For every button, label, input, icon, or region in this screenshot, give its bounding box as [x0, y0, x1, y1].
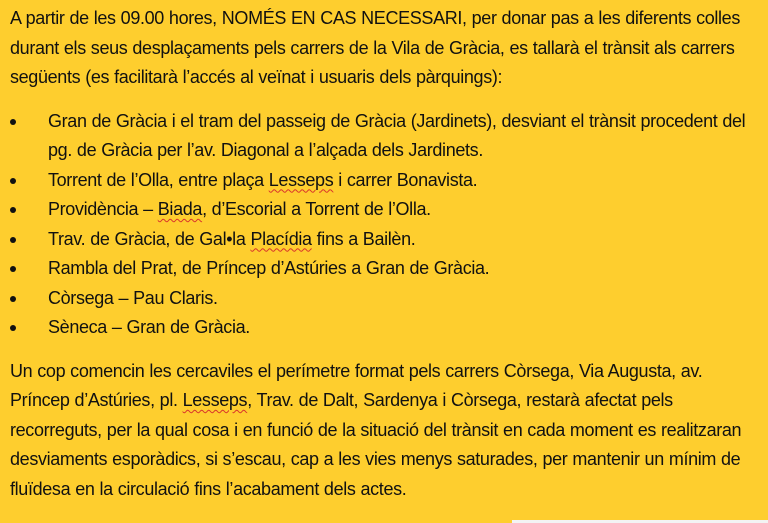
bullet-icon [10, 325, 16, 331]
street-text-after: fins a Bailèn. [311, 228, 416, 249]
street-closure-list [10, 107, 758, 343]
spellcheck-word: Lesseps [182, 390, 248, 410]
closing-text: Un cop comencin les cercaviles el perímetre format pels carrers Còrsega, Via Augusta, av. Príncep d’Astúries, pl. [10, 360, 703, 410]
list-item [10, 166, 758, 196]
street-text: Còrsega – Pau Claris. [48, 287, 218, 308]
bullet-icon [10, 178, 16, 184]
closing-text-after: , Trav. de Dalt, Sardenya i Còrsega, restarà afectat pels recorreguts, per la qual cosa i en funció de la situació del trànsit en cada moment es realitzaran desviaments esporàdics, si s’escau, cap a les vies menys saturades, per mantenir un mínim de fluïdesa en la circulació fins l’acabament dels actes. [10, 390, 742, 499]
list-item [10, 284, 758, 314]
street-text: Gran de Gràcia i el tram del passeig de Gràcia (Jardinets), desviant el trànsit procedent del pg. de Gràcia per l’av. Diagonal a l’alçada dels Jardinets. [48, 110, 746, 160]
bullet-icon [10, 237, 16, 243]
bullet-icon [10, 119, 16, 125]
bullet-icon [10, 296, 16, 302]
street-text: Rambla del Prat, de Príncep d’Astúries a Gran de Gràcia. [48, 258, 490, 278]
intro-paragraph: A partir de les 09.00 hores, NOMÉS EN CAS NECESSARI, per donar pas a les diferents colles durant els seus desplaçaments pels carrers de la Vila de Gràcia, es tallarà el trànsit als carrers següents (es facilitarà l’accés al veïnat i usuaris dels pàrquings): [10, 8, 740, 87]
list-item [10, 107, 758, 166]
closing-paragraph [10, 357, 758, 505]
list-item [10, 313, 758, 343]
spellcheck-word: Biada [157, 199, 203, 219]
spellcheck-word: Lesseps [268, 169, 334, 190]
street-text: Torrent de l’Olla, entre plaça [48, 169, 269, 190]
bullet-icon [10, 266, 16, 272]
street-text-after: , d’Escorial a Torrent de l’Olla. [202, 199, 431, 219]
list-item [10, 254, 758, 284]
street-text-after: i carrer Bonavista. [333, 169, 478, 190]
list-item [10, 225, 758, 255]
list-item [10, 195, 758, 225]
spellcheck-word: Placídia [250, 228, 312, 249]
street-text: Sèneca – Gran de Gràcia. [48, 317, 250, 337]
street-text: Trav. de Gràcia, de Gal•la [48, 228, 251, 249]
street-text: Providència – [48, 199, 158, 219]
bullet-icon [10, 207, 16, 213]
